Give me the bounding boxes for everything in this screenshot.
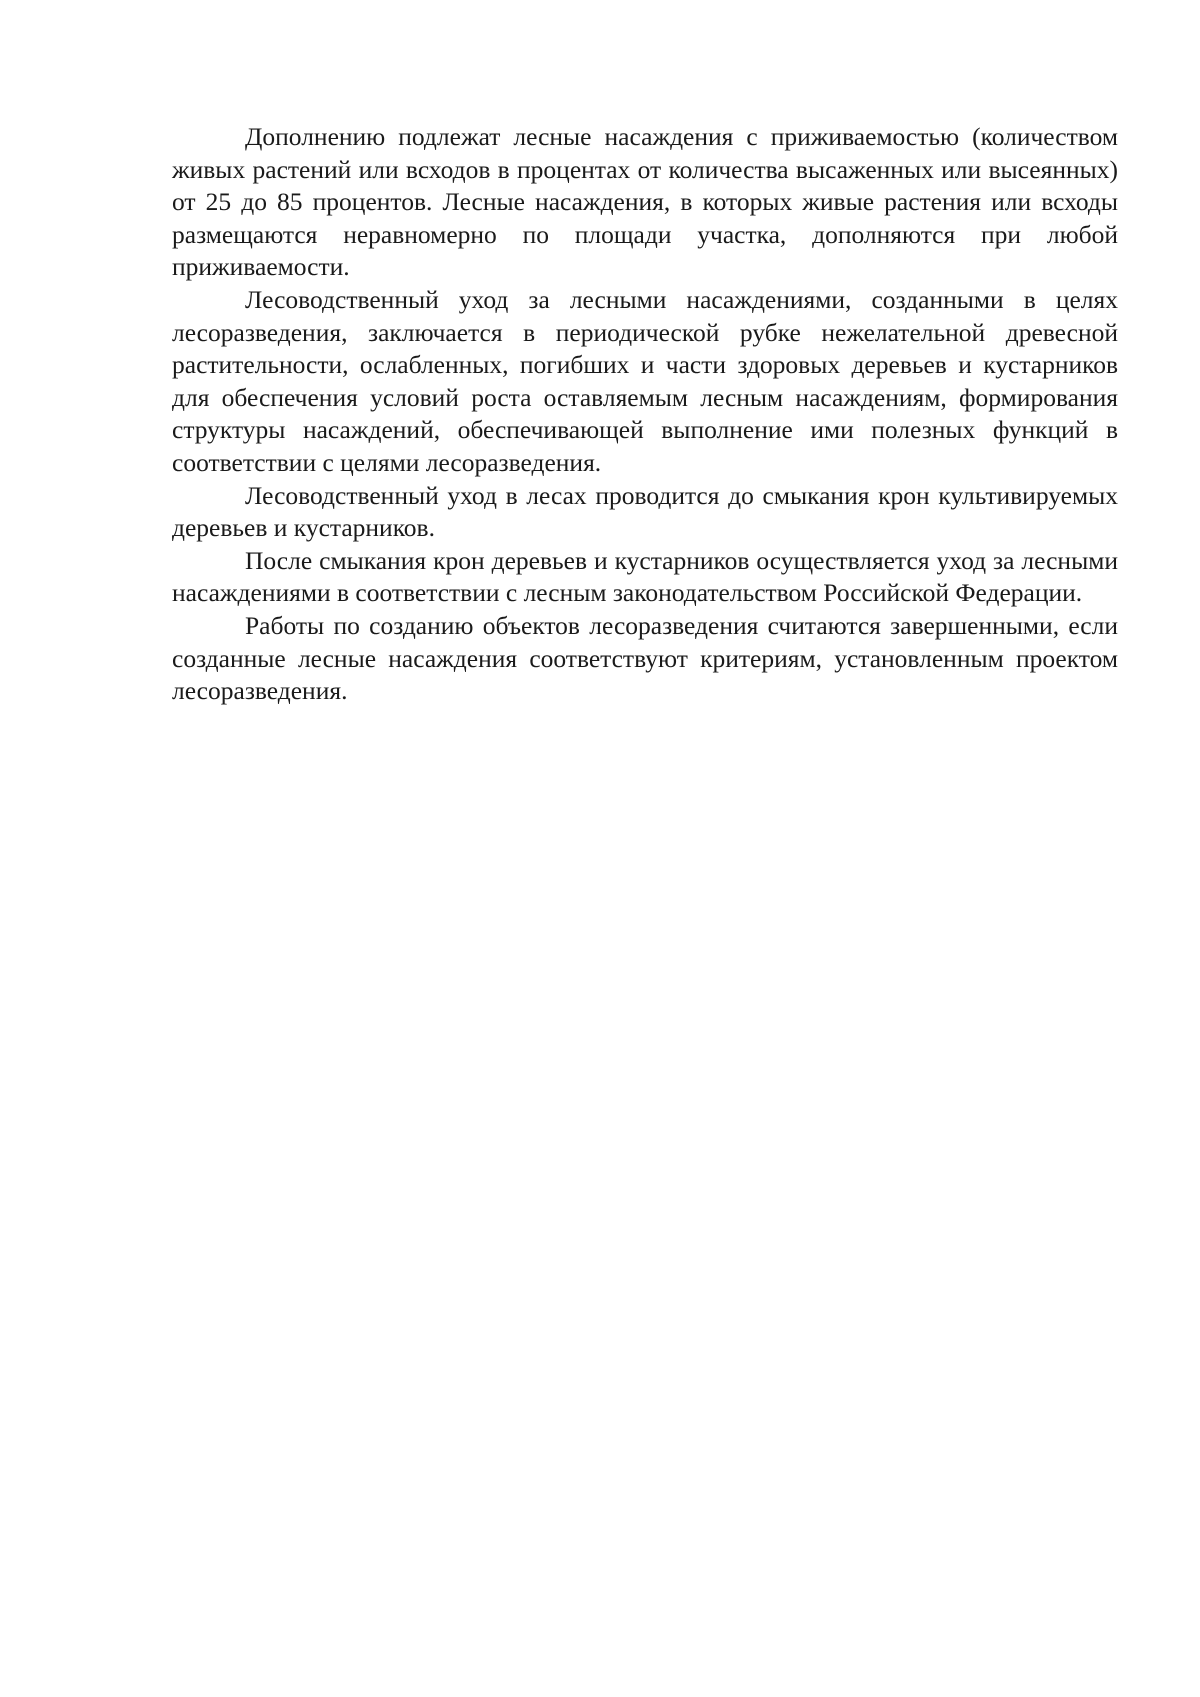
paragraph-after-canopy-closure: После смыкания крон деревьев и кустарников осуществляется уход за лесными насаждениями в соответствии с лесным законодательством Российской Федерации. [172, 545, 1118, 608]
paragraph-completion-criteria: Работы по созданию объектов лесоразведения считаются завершенными, если созданные лесные насаждения соответствуют критериям, установленным проектом лесоразведения. [172, 610, 1118, 706]
paragraph-silvicultural-care: Лесоводственный уход за лесными насаждениями, созданными в целях лесоразведения, заключается в периодической рубке нежелательной древесной растительности, ослабленных, погибших и части здоровых деревьев и кустарников для обеспечения условий роста оставляемым лесным насаждениям, формирования структуры насаждений, обеспечивающей выполнение ими полезных функций в соответствии с целями лесоразведения. [172, 284, 1118, 477]
document-body [172, 121, 1118, 708]
paragraph-replanting: Дополнению подлежат лесные насаждения с приживаемостью (количеством живых растений или всходов в процентах от количества высаженных или высеянных) от 25 до 85 процентов. Лесные насаждения, в которых живые растения или всходы размещаются неравномерно по площади участка, дополняются при любой приживаемости. [172, 122, 1118, 282]
paragraph-care-duration: Лесоводственный уход в лесах проводится до смыкания крон культивируемых деревьев и кустарников. [172, 480, 1118, 543]
